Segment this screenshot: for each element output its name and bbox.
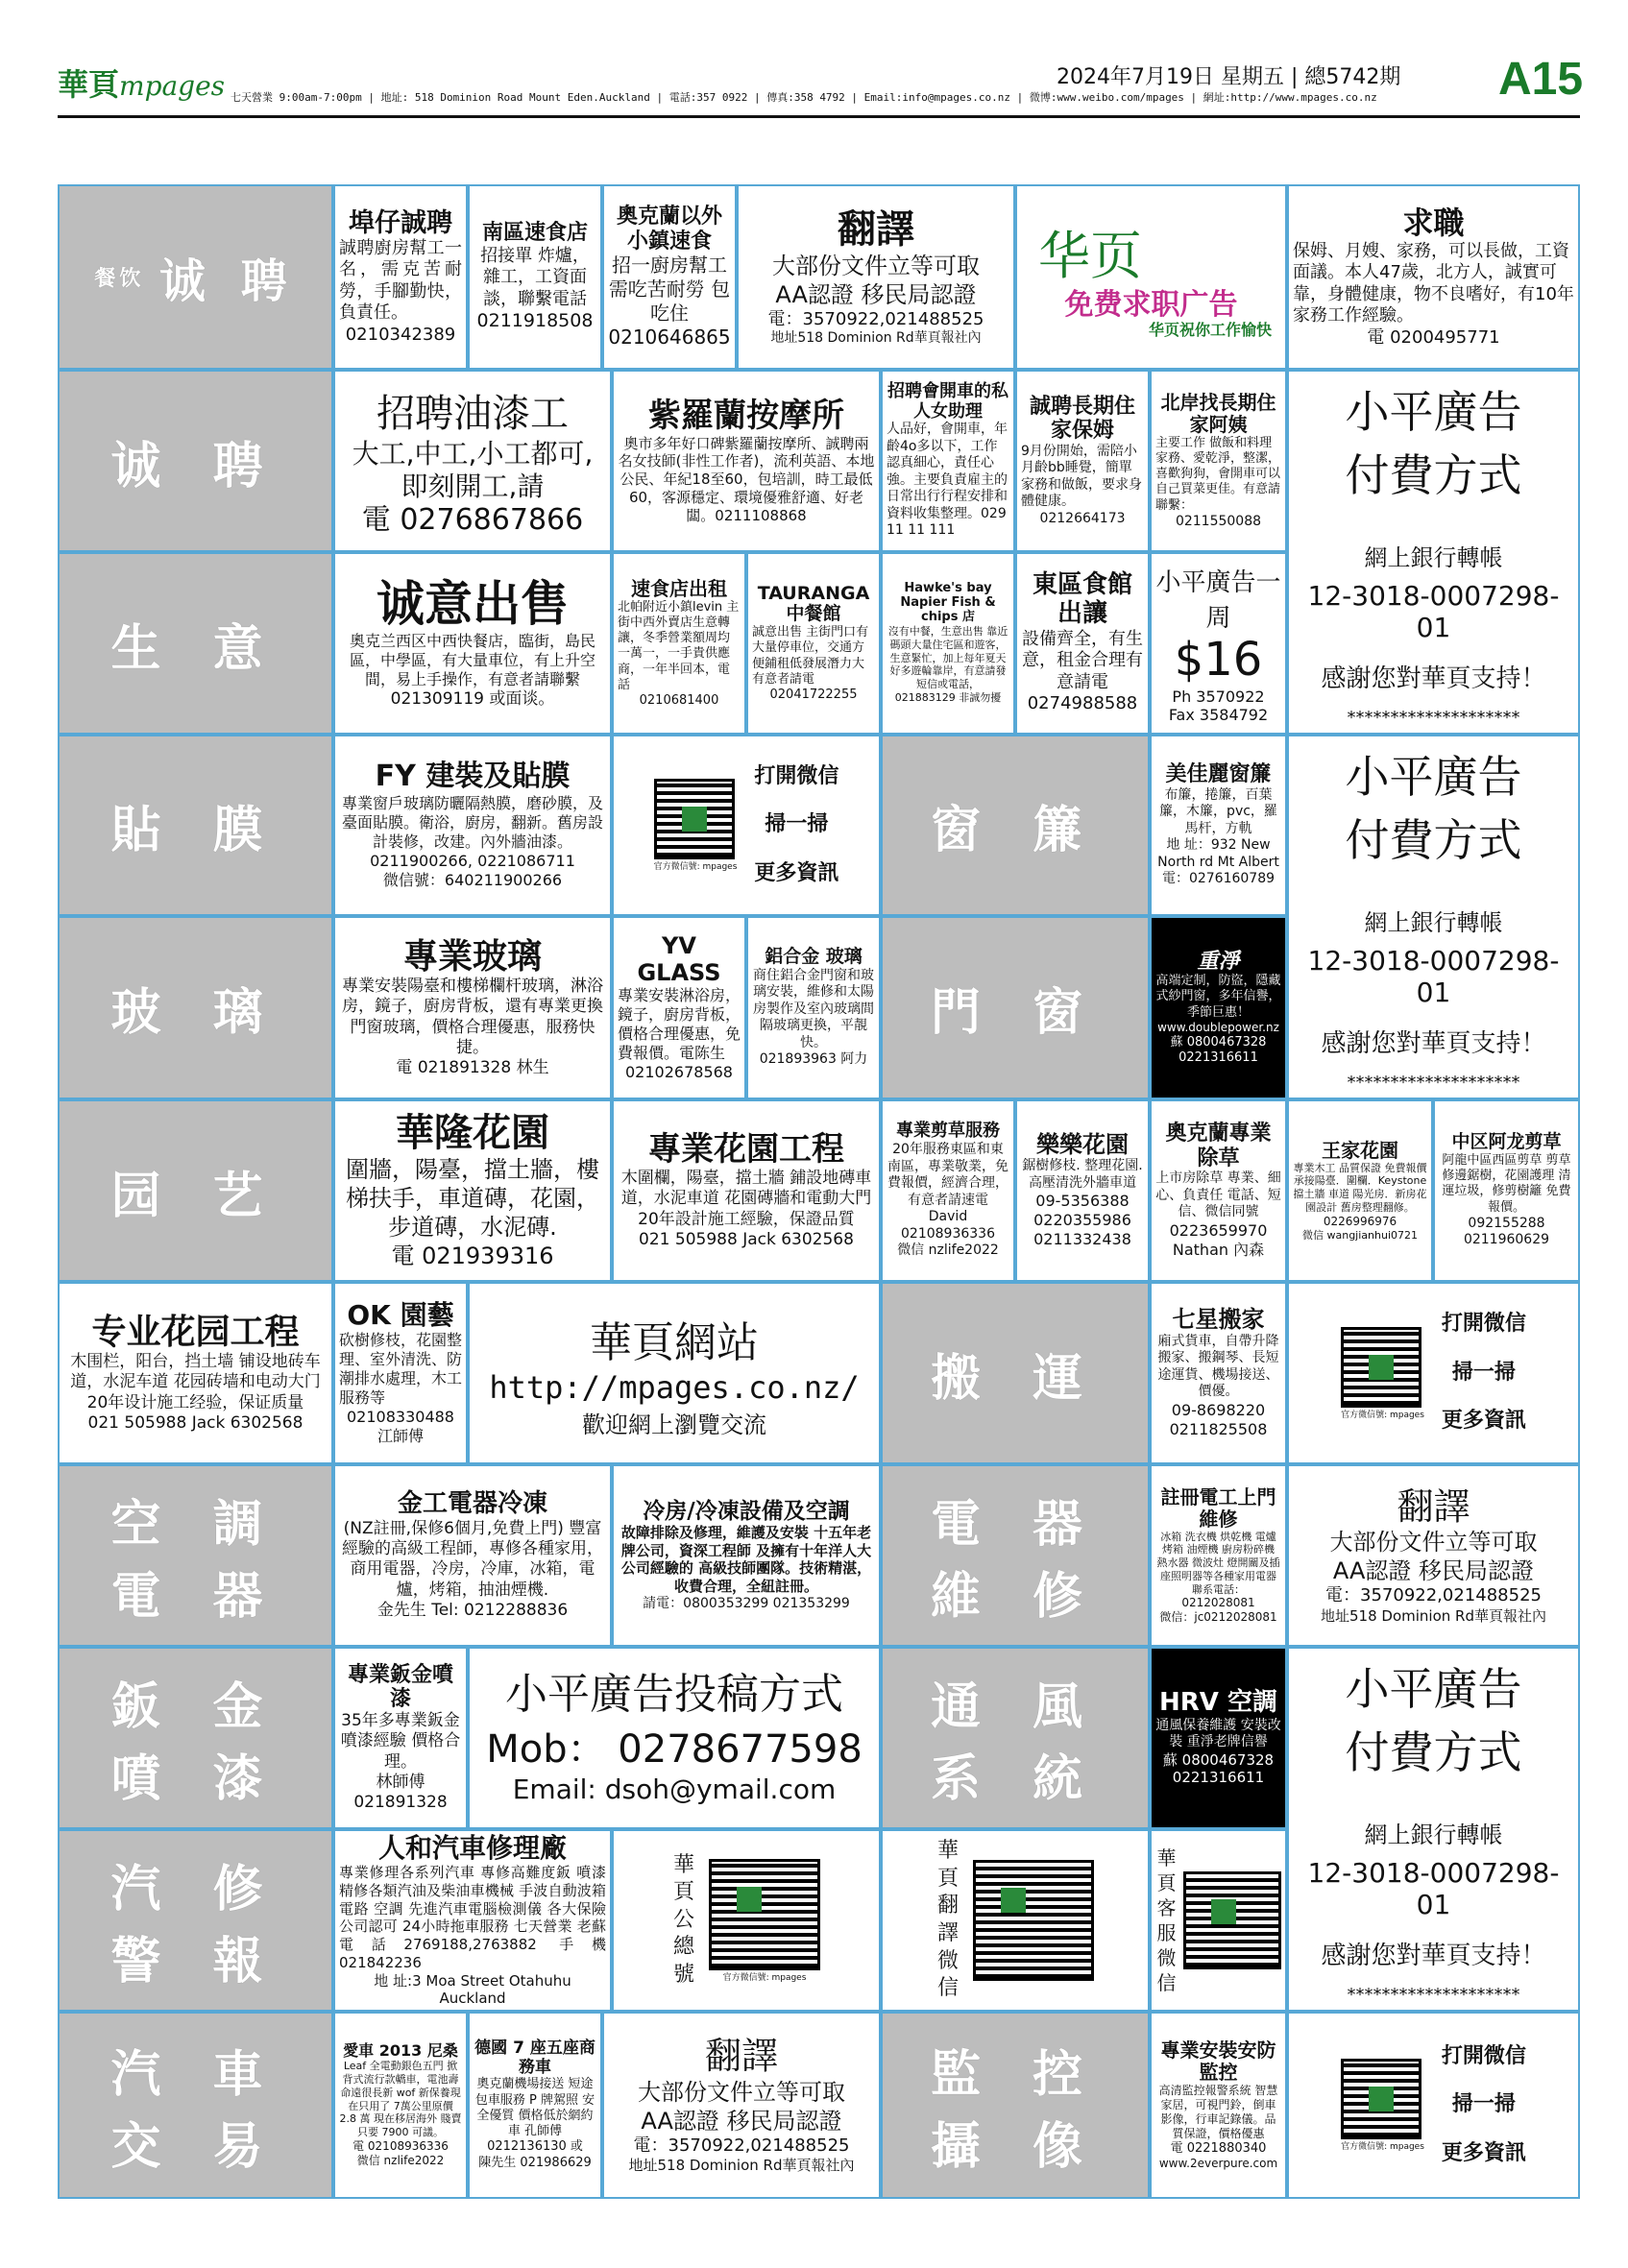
ad-payment-method-2: 小平廣告 付費方式 網上銀行轉帳 12-3018-0007298-01 感謝您對華頁支持！ ******************** <box>1287 735 1580 1099</box>
classified-grid <box>58 184 1580 2199</box>
ad-lele-garden: 樂樂花園 鋸樹修枝. 整理花園. 高壓清洗外牆車道 09-5356388 0220355986 0211332438 <box>1015 1099 1150 1282</box>
ad-hrv: HRV 空調 通風保養維護 安裝改裝 重淨老牌信譽 蘇 0800467328 0221316611 <box>1150 1647 1287 1829</box>
ad-wang-garden: 王家花園 專業木工 品質保證 免費報價 承接陽臺．圍欄．Keystone擋土牆 車道 陽光房．新房花園設計 舊房整理翻修。 0226996976 微信 wangjianhui0721 <box>1287 1099 1433 1282</box>
ad-fish-chips-sale: Hawke's bay Napier Fish & chips 店 沒有中餐，生意出售 靠近碼頭大量住宅區和遊客，生意緊忙，加上每年夏天好多遊輪靠岸，有意請發短信或電話， 021883129 非誠勿擾 <box>881 552 1015 735</box>
website-link[interactable]: http://mpages.co.nz/ <box>489 1368 860 1406</box>
ad-restaurant-sale: 诚意出售 奧克兰西区中西快餐店，臨街，島民區，中學區，有大量車位，有上升空間，易上手操作，有意者請聯繫 021309119 或面谈。 <box>333 552 612 735</box>
ad-translation-2: 翻譯 大部份文件立等可取 AA認證 移民局認證 電：3570922,021488525 地址518 Dominion Rd華頁報社內 <box>1287 1464 1580 1647</box>
category-jobs: 诚 聘 <box>58 370 333 552</box>
ad-a3: 奧克蘭以外小鎮速食 招一廚房幫工 需吃苦耐勞 包吃住 0210646865 <box>602 184 737 370</box>
ad-assistant-wanted: 招聘會開車的私人女助理 人品好，會開車，年齡4o多以下，工作認真細心，責任心強。主要負責雇主的日常出行行程安排和資料收集整理。029 11 11 111 <box>881 370 1015 552</box>
ad-electrician: 註冊電工上門維修 冰箱 洗衣機 烘乾機 電爐 烤箱 油煙機 廚房粉碎機 熱水器 微波灶 燈開關及插座照明器等各種家用電器 聯系電話： 0212028081 微信：jc0212028081 <box>1150 1464 1287 1647</box>
ad-seven-star-moving: 七星搬家 廂式貨車，自帶升降搬家、搬鋼琴、長短途運貨、機場接送、價優。 09-8698220 0211825508 <box>1150 1282 1287 1464</box>
ad-refrigeration: 冷房/冷凍設備及空調 故障排除及修理，維護及安裝 十五年老牌公司，資深工程師 及擁有十年洋人大公司經驗的 高級技師團隊。技術精湛，收費合理，全紐註冊。 請電：0800353299 021353299 <box>612 1464 881 1647</box>
issue-date: 2024年7月19日 星期五 | 總5742期 <box>1057 65 1401 89</box>
ad-garden-engineering-simp: 专业花园工程 木围栏，阳台，挡土墙 铺设地砖车道，水泥车道 花园砖墙和电动大门 20年设计施工经验，保证质量 021 505988 Jack 6302568 <box>58 1282 333 1464</box>
qr-code-icon <box>709 1859 820 1970</box>
ad-yv-glass: YV GLASS 專業安裝淋浴房，鏡子，廚房背板，價格合理優惠，免費報價。電陈生 02102678568 <box>612 916 746 1099</box>
category-catering-jobs: 餐饮 诚 聘 <box>58 184 333 370</box>
ad-panel-paint: 專業鈑金噴漆 35年多專業鈑金噴漆經驗 價格合理。 林師傅 021891328 <box>333 1647 468 1829</box>
ad-nanny-wanted: 誠聘長期住家保姆 9月份開始，需陪小月齡bb睡覺，簡單家務和做飯，要求身體健康。 0212664173 <box>1015 370 1150 552</box>
ad-takeaway-lease: 速食店出租 北帕附近小鎮levin 主街中西外賣店生意轉讓，冬季營業額周均一萬一，一手貴供應商，一年半回本，電話 0210681400 <box>612 552 746 735</box>
ad-payment-method-1: 小平廣告 付費方式 網上銀行轉帳 12-3018-0007298-01 感謝您對華頁支持！ ******************** <box>1287 370 1580 735</box>
mpages-translation-qr: 華頁翻譯微信 <box>881 1829 1150 2012</box>
ad-weeding: 奧克蘭專業除草 上市房除草 專業、細心、負責任 電話、短信、微信同號 0223659970 Nathan 內森 <box>1150 1099 1287 1282</box>
ad-jingong-appliance: 金工電器冷凍 (NZ註冊,保修6個月,免費上門) 豐富經驗的高級工程師，專修各種家用，商用電器，冷房，冷庫，冰箱，電爐，烤箱，抽油煙機. 金先生 Tel: 0212288836 <box>333 1464 612 1647</box>
category-cctv: 監 控 攝 像 <box>881 2012 1150 2199</box>
page-header <box>58 53 1584 115</box>
ad-hualong-garden: 華隆花園 圍牆，陽臺，擋土牆，樓梯扶手，車道磚，花園，步道磚，水泥磚. 電 021939316 <box>333 1099 612 1282</box>
category-auto-repair-alarm: 汽 修 警 報 <box>58 1829 333 2012</box>
mpages-public-qr: 華頁公總號 官方微信號: mpages <box>612 1829 881 2012</box>
header-rule <box>58 115 1580 118</box>
category-gardening: 园 艺 <box>58 1099 333 1282</box>
category-doors-windows: 門 窗 <box>881 916 1150 1099</box>
ad-alon-mowing: 中区阿龙剪草 阿龍中區西區剪草 剪草修邊鋸樹，花園護理 清運垃圾，修剪樹籬 免費報價。 092155288 0211960629 <box>1433 1099 1580 1282</box>
qr-code-icon <box>1341 1327 1421 1408</box>
ad-submission-method: 小平廣告投稿方式 Mob： 0278677598 Email: dsoh@ymail.com <box>468 1647 881 1829</box>
header-info: 七天營業 9:00am-7:00pm | 地址: 518 Dominion Road Mount Eden.Auckland | 電話:357 0922 | 傳真:358 4792 | Email:info@mpages.co.nz | 微博:www.weibo.com/mpages | 網址:http://www.mpages.co.nz <box>231 91 1377 104</box>
ad-security-cctv: 專業安裝安防監控 高清監控報警系統 智慧家居，可視門鈴，倒車影像，行車記錄儀。品質保證，價格優惠 電 0221880340 www.2everpure.com <box>1150 2012 1287 2199</box>
mpages-logo: 華頁mpages <box>58 66 226 103</box>
ad-lawn-mowing: 專業剪草服務 20年服務東區和東南區，專業敬業，免費報價，經濟合理，有意者請速電 David 02108936336 微信 nzlife2022 <box>881 1099 1015 1282</box>
category-glass: 玻 璃 <box>58 916 333 1099</box>
ad-a1: 埠仔誠聘 誠聘廚房幫工一名，需克苦耐勞，手腳勤快，負責任。 0210342389 <box>333 184 468 370</box>
category-aircon-appliance: 空 調 電 器 <box>58 1464 333 1647</box>
ad-east-restaurant: 東區食館出讓 設備齊全，有生意，租金合理有意請電 0274988588 <box>1015 552 1150 735</box>
ad-weekly-price: 小平廣告一周 $16 Ph 3570922 Fax 3584792 <box>1150 552 1287 735</box>
ad-aluminium-glass: 鋁合金 玻璃 商住鋁合金門窗和玻璃安裝，維修和太陽房製作及室內玻璃間隔玻璃更換，平靚快。 021893963 阿力 <box>746 916 881 1099</box>
page-number: A15 <box>1498 54 1584 105</box>
qr-code-icon <box>973 1860 1094 1981</box>
ad-free-job-posting: 华页 免费求职广告 华页祝你工作愉快 <box>1015 184 1287 370</box>
mpages-service-qr: 華頁客服微信 <box>1150 1829 1287 2012</box>
ad-translation-1: 翻譯 大部份文件立等可取 AA認證 移民局認證 電：3570922,021488525 地址518 Dominion Rd華頁報社內 <box>737 184 1015 370</box>
ad-payment-method-3: 小平廣告 付費方式 網上銀行轉帳 12-3018-0007298-01 感謝您對華頁支持！ ******************** <box>1287 1647 1580 2012</box>
category-moving: 搬 運 <box>881 1282 1150 1464</box>
ad-a2: 南區速食店 招接單 炸爐，雜工，工資面談，聯繫電話 0211918508 <box>468 184 602 370</box>
ad-mpages-website: 華頁網站 http://mpages.co.nz/ 歡迎網上瀏覽交流 <box>468 1282 881 1464</box>
wechat-qr-3: 官方微信號: mpages 打開微信 掃一掃 更多資訊 <box>1287 2012 1580 2199</box>
ad-painter-wanted: 招聘油漆工 大工,中工,小工都可,即刻開工,請 電 0276867866 <box>333 370 612 552</box>
ad-german-van: 德國 7 座五座商務車 奧克蘭機場接送 短途包車服務 P 牌駕照 安全優質 價格低於網約車 孔師傅 0212136130 或 陳先生 021986629 <box>468 2012 602 2199</box>
ad-curtains: 美佳麗窗簾 布簾，捲簾，百葉簾，木簾，pvc，羅馬杆，方軌 地 址：932 New North rd Mt Albert 電：0276160789 <box>1150 735 1287 916</box>
qr-code-icon <box>1341 2059 1421 2139</box>
wechat-qr-2: 官方微信號: mpages 打開微信 掃一掃 更多資訊 <box>1287 1282 1580 1464</box>
category-car-trade: 汽 車 交 易 <box>58 2012 333 2199</box>
ad-job-seeking: 求職 保姆、月嫂、家務，可以長做，工資面議。本人47歲，北方人，誠實可靠，身體健康，物不良嗜好，有10年家務工作經驗。 電 0200495771 <box>1287 184 1580 370</box>
ad-garden-engineering-trad: 專業花園工程 木圍欄，陽臺，擋土牆 鋪設地磚車道，水泥車道 花園磚牆和電動大門 20年設計施工經驗，保證品質 021 505988 Jack 6302568 <box>612 1099 881 1282</box>
ad-translation-3: 翻譯 大部份文件立等可取 AA認證 移民局認證 電：3570922,021488525 地址518 Dominion Rd華頁報社內 <box>602 2012 881 2199</box>
ad-fy-film: FY 建裝及貼膜 專業窗戶玻璃防曬隔熱膜，磨砂膜，及臺面貼膜。衛浴，廚房，翻新。舊房設計裝修，改建。內外牆油漆。 0211900266, 0221086711 微信號：640211900266 <box>333 735 612 916</box>
category-curtains: 窗 簾 <box>881 735 1150 916</box>
ad-housekeeper-wanted: 北岸找長期住家阿姨 主要工作 做飯和料理家務、愛乾淨，整潔，喜歡狗狗，會開車可以自己買菜更佳。有意請聯繫： 0211550088 <box>1150 370 1287 552</box>
category-panel-paint: 鈑 金 噴 漆 <box>58 1647 333 1829</box>
qr-code-icon <box>1183 1871 1281 1969</box>
ad-nissan-leaf: 愛車 2013 尼桑 Leaf 全電動銀色五門 掀背式流行款轎車，電池壽命遠很長新 wof 新保養現在只用了 7萬公里原價 2.8 萬 現在移居海外 賤賣只要 7900 可議。 電 02108936336 微信 nzlife2022 <box>333 2012 468 2199</box>
ad-ok-gardening: OK 園藝 砍樹修枝，花園整理、室外清洗、防潮排水處理，木工服務等 02108330488 江師傅 <box>333 1282 468 1464</box>
ad-doublepower: 重淨 高端定制，防盜，隱藏式紗門窗，多年信譽，季節巨惠！ www.doublepower.nz 蘇 0800467328 0221316611 <box>1150 916 1287 1099</box>
category-appliance-repair: 電 器 維 修 <box>881 1464 1150 1647</box>
ad-tauranga-restaurant: TAURANGA中餐館 誠意出售 主街門口有大量停車位，交通方便鋪租低發展潛力大有意者請電 02041722255 <box>746 552 881 735</box>
ad-pro-glass: 專業玻璃 專業安裝陽臺和樓梯欄杆玻璃，淋浴房，鏡子，廚房背板，還有專業更換門窗玻璃，價格合理優惠，服務快捷。 電 021891328 林生 <box>333 916 612 1099</box>
qr-code-icon <box>654 779 735 859</box>
category-business: 生 意 <box>58 552 333 735</box>
ad-renhe-auto: 人和汽車修理廠 專業修理各系列汽車 專修高難度鈑 噴漆 精修各類汽油及柴油車機械 手波自動波箱 電路 空調 先進汽車電腦檢測儀 各大保險公司認可 24小時拖車服務 七天營業 老蘇 電話2769188,2763882 手機 021842236 地 址:3 Moa Street Otahuhu Auckland <box>333 1829 612 2012</box>
ad-massage: 紫羅蘭按摩所 奧市多年好口碑紫羅蘭按摩所、誠聘兩名女技師(非性工作者)，流利英語、本地公民、年紀18至60，包培訓，時工最低60，客源穩定、環境優雅舒適、好老闆。0211108868 <box>612 370 881 552</box>
category-ventilation: 通 風 系 統 <box>881 1647 1150 1829</box>
wechat-qr-1: 官方微信號: mpages 打開微信 掃一掃 更多資訊 <box>612 735 881 916</box>
category-film: 貼 膜 <box>58 735 333 916</box>
